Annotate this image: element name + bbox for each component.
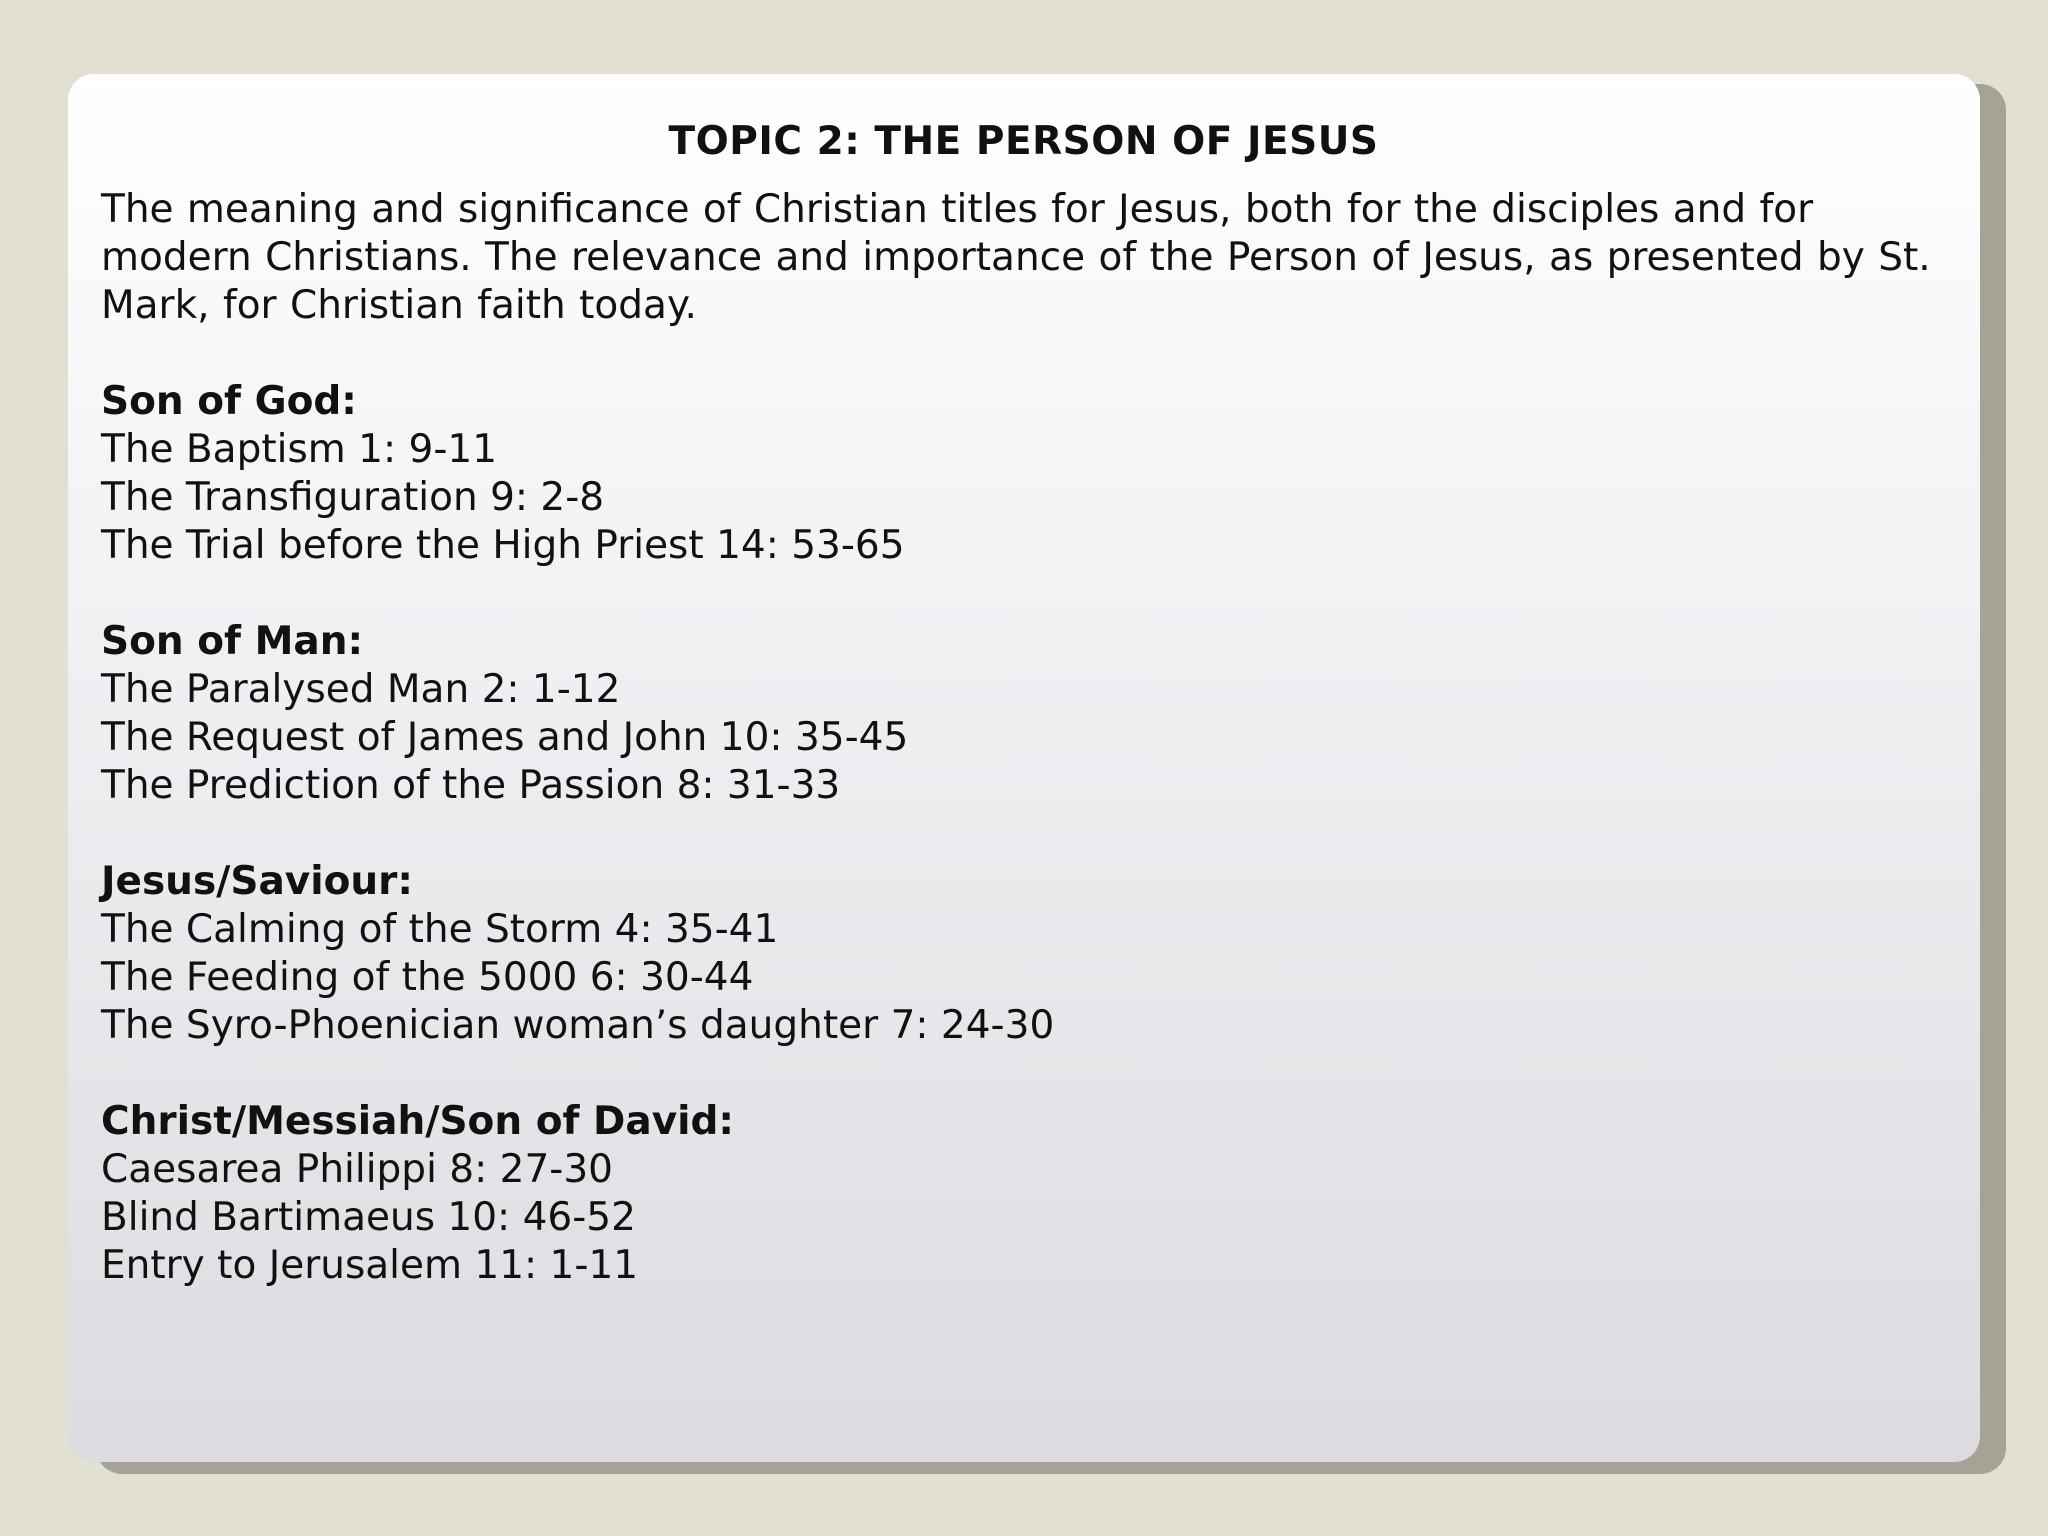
list-item: The Prediction of the Passion 8: 31-33: [101, 763, 841, 808]
list-item: The Paralysed Man 2: 1-12: [101, 667, 621, 712]
section-heading: Christ/Messiah/Son of David:: [101, 1099, 735, 1144]
slide-card: [68, 74, 1980, 1462]
section-heading: Son of God:: [101, 379, 357, 424]
list-item: Caesarea Philippi 8: 27-30: [101, 1147, 613, 1192]
list-item: The Calming of the Storm 4: 35-41: [101, 907, 779, 952]
section-heading: Jesus/Saviour:: [101, 859, 413, 904]
list-item: The Baptism 1: 9-11: [101, 427, 498, 472]
section-heading: Son of Man:: [101, 619, 364, 664]
list-item: Blind Bartimaeus 10: 46-52: [101, 1195, 636, 1240]
slide-title: TOPIC 2: THE PERSON OF JESUS: [668, 119, 1379, 164]
section-jesus-saviour: [101, 858, 1946, 1050]
list-item: Entry to Jerusalem 11: 1-11: [101, 1243, 639, 1288]
list-item: The Syro-Phoenician woman’s daughter 7: 24-30: [101, 1003, 1055, 1048]
section-christ-messiah: [101, 1098, 1946, 1290]
slide-intro: The meaning and significance of Christian titles for Jesus, both for the disciples and for modern Christians. The relevance and importance of the Person of Jesus, as presented by St. Mark, for Christian faith today.: [101, 187, 1931, 328]
list-item: The Request of James and John 10: 35-45: [101, 715, 909, 760]
list-item: The Trial before the High Priest 14: 53-65: [101, 523, 905, 568]
list-item: The Transfiguration 9: 2-8: [101, 475, 605, 520]
list-item: The Feeding of the 5000 6: 30-44: [101, 955, 754, 1000]
section-son-of-god: [101, 378, 1946, 570]
section-son-of-man: [101, 618, 1946, 810]
